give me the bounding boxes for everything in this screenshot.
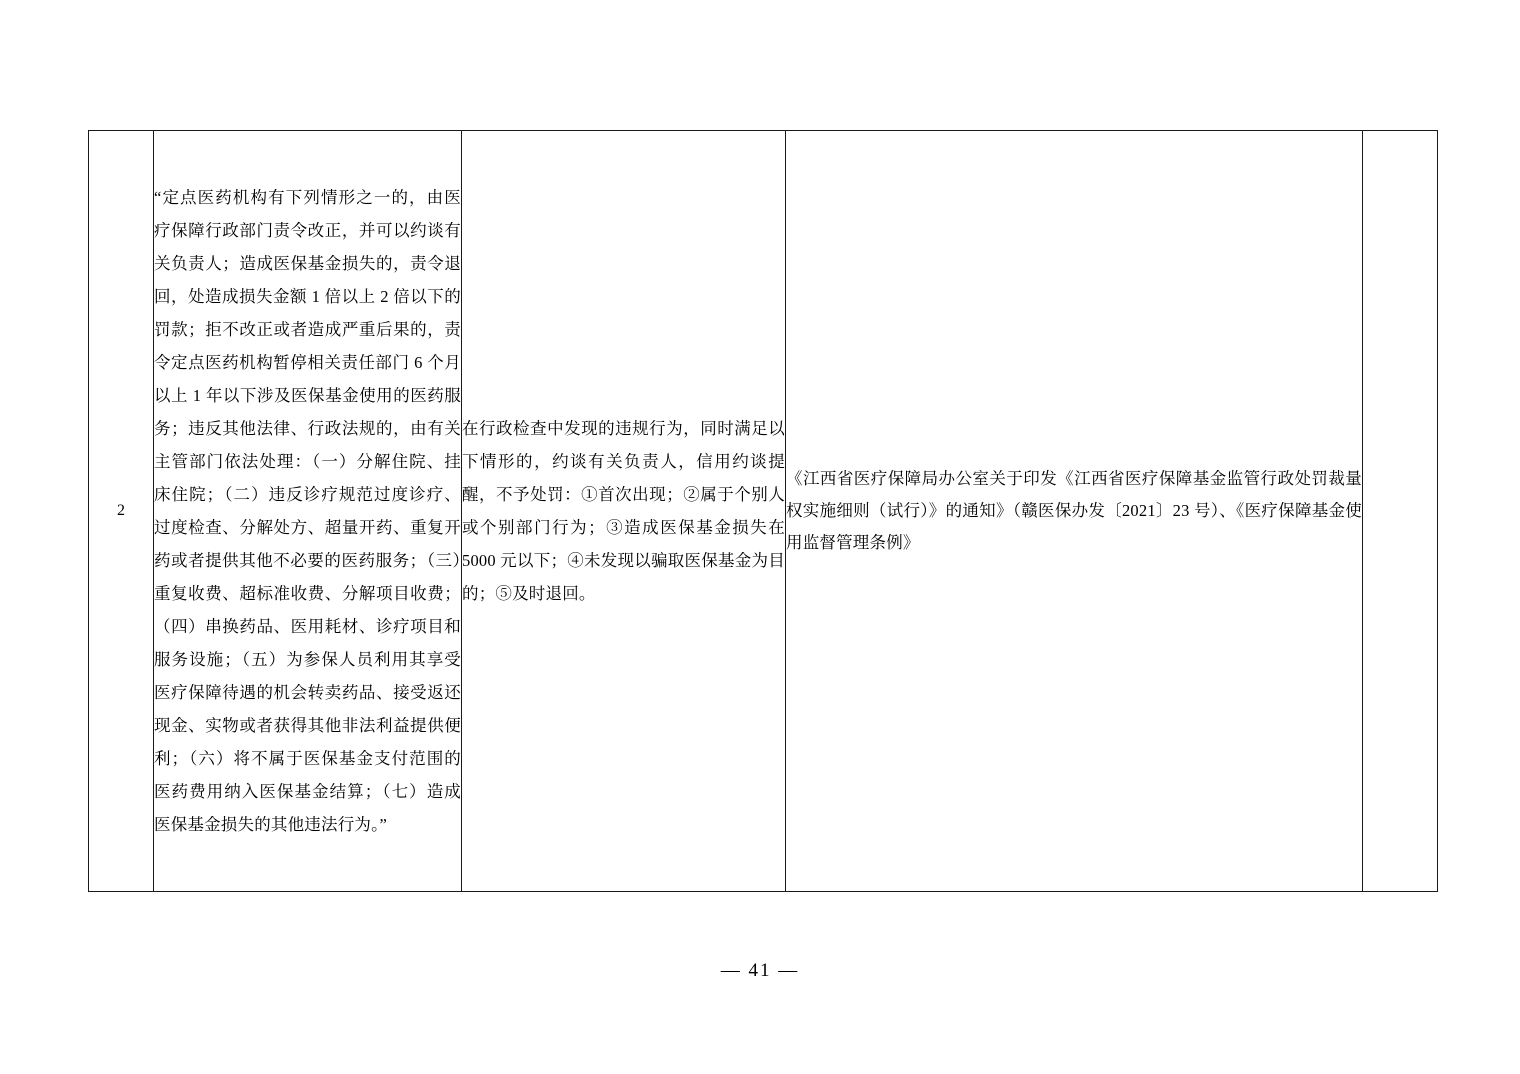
legal-basis-cell: 《江西省医疗保障局办公室关于印发《江西省医疗保障基金监管行政处罚裁量权实施细则（试行）》的通知》（赣医保办发〔2021〕23 号）、《医疗保障基金使用监督管理条例》: [786, 131, 1363, 892]
discretion-standard-cell: 在行政检查中发现的违规行为，同时满足以下情形的，约谈有关负责人，信用约谈提醒，不予处罚：①首次出现；②属于个别人或个别部门行为；③造成医保基金损失在 5000 元以下；④未发现以骗取医保基金为目的；⑤及时退回。: [462, 131, 786, 892]
remark-cell: [1363, 131, 1438, 892]
row-number-cell: 2: [89, 131, 154, 892]
discretion-table: [88, 130, 1438, 892]
table-body: [89, 131, 1438, 892]
table-row: [89, 131, 1438, 892]
provision-text-cell: “定点医药机构有下列情形之一的，由医疗保障行政部门责令改正，并可以约谈有关负责人；造成医保基金损失的，责令退回，处造成损失金额 1 倍以上 2 倍以下的罚款；拒不改正或者造成严重后果的，责令定点医药机构暂停相关责任部门 6 个月以上 1 年以下涉及医保基金使用的医药服务；违反其他法律、行政法规的，由有关主管部门依法处理：（一）分解住院、挂床住院；（二）违反诊疗规范过度诊疗、过度检查、分解处方、超量开药、重复开药或者提供其他不必要的医药服务；（三）重复收费、超标准收费、分解项目收费；（四）串换药品、医用耗材、诊疗项目和服务设施；（五）为参保人员利用其享受医疗保障待遇的机会转卖药品、接受返还现金、实物或者获得其他非法利益提供便利；（六）将不属于医保基金支付范围的医药费用纳入医保基金结算；（七）造成医保基金损失的其他违法行为。”: [154, 131, 462, 892]
page-number: — 41 —: [720, 960, 800, 981]
